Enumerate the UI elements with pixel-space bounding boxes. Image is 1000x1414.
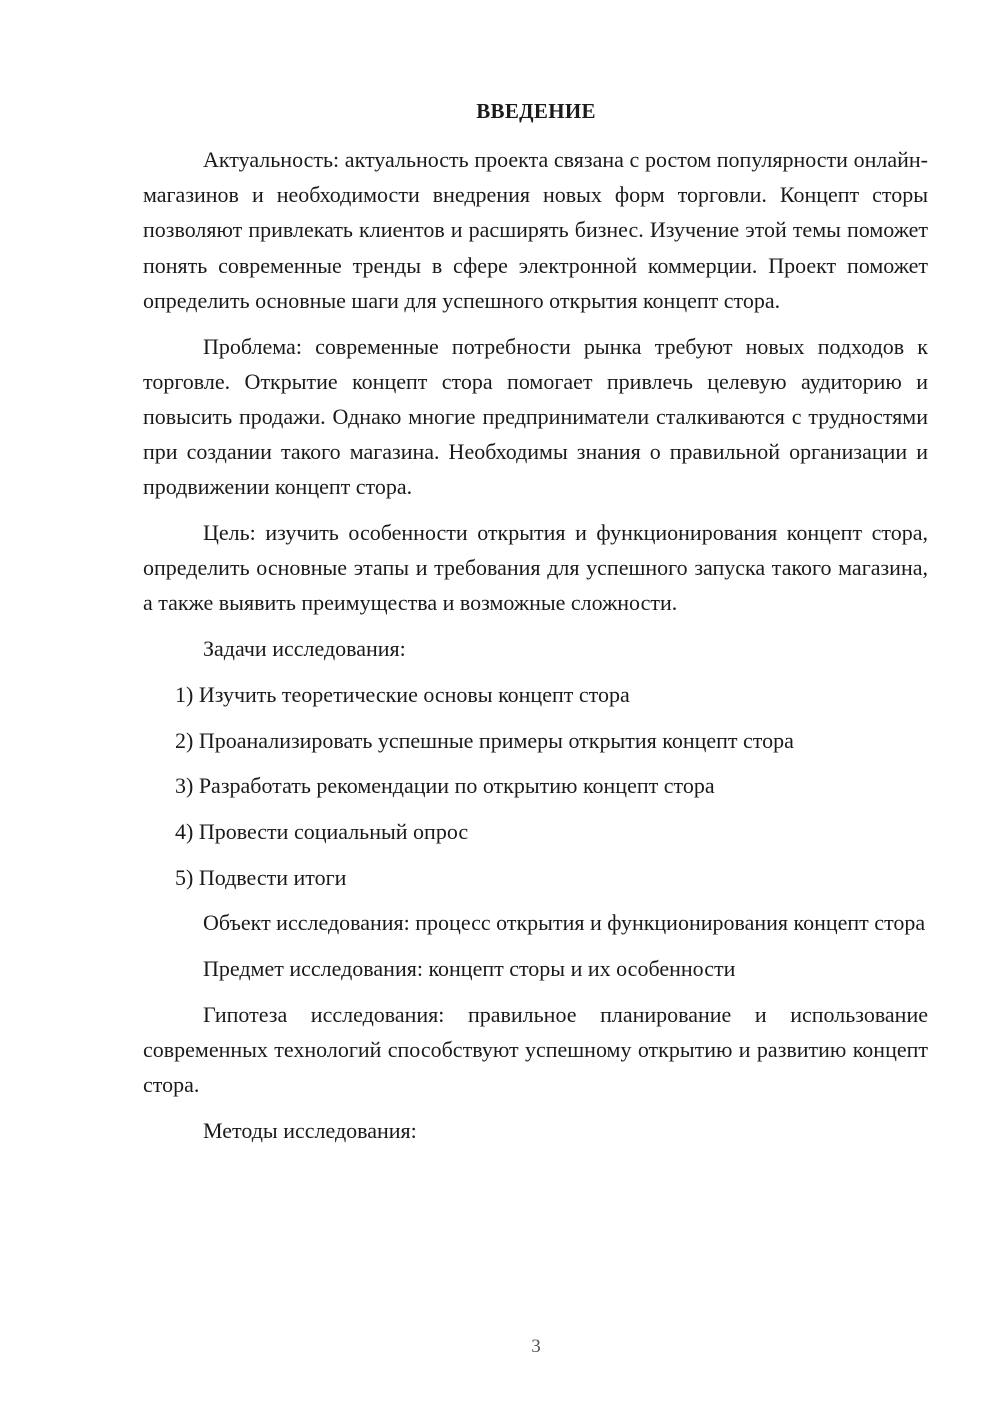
subject-paragraph: Предмет исследования: концепт сторы и их особенности <box>203 956 736 982</box>
list-item: 5) Подвести итоги <box>175 864 347 890</box>
problem-paragraph: Проблема: современные потребности рынка требуют новых подходов к торговле. Открытие концепт стора помогает привлечь целевую аудиторию и повысить продажи. Однако многие предприниматели сталкиваются с трудностями при создании такого магазина. Необходимы знания о правильной организации и продвижении концепт стора. <box>143 333 928 500</box>
list-item: 2) Проанализировать успешные примеры открытия концепт стора <box>175 727 794 753</box>
hypothesis-paragraph: Гипотеза исследования: правильное планирование и использование современных технологий способствуют успешному открытию и развитию концепт стора. <box>143 1001 928 1098</box>
page-body <box>143 142 928 1159</box>
page-title: ВВЕДЕНИЕ <box>476 99 596 123</box>
object-paragraph: Объект исследования: процесс открытия и функционирования концепт стора <box>203 910 926 936</box>
list-item: 1) Изучить теоретические основы концепт стора <box>175 681 630 707</box>
tasks-heading: Задачи исследования: <box>203 636 406 662</box>
tasks-list <box>143 677 928 895</box>
page-number: 3 <box>531 1336 541 1357</box>
list-item: 4) Провести социальный опрос <box>175 818 469 844</box>
relevance-paragraph: Актуальность: актуальность проекта связана с ростом популярности онлайн-магазинов и необходимости внедрения новых форм торговли. Концепт сторы позволяют привлекать клиентов и расширять бизнес. Изучение этой темы поможет понять современные тренды в сфере электронной коммерции. Проект поможет определить основные шаги для успешного открытия концепт стора. <box>143 147 928 313</box>
goal-paragraph: Цель: изучить особенности открытия и функционирования концепт стора, определить основные этапы и требования для успешного запуска такого магазина, а также выявить преимущества и возможные сложности. <box>143 520 928 616</box>
list-item: 3) Разработать рекомендации по открытию концепт стора <box>175 773 715 799</box>
methods-heading: Методы исследования: <box>203 1117 417 1143</box>
